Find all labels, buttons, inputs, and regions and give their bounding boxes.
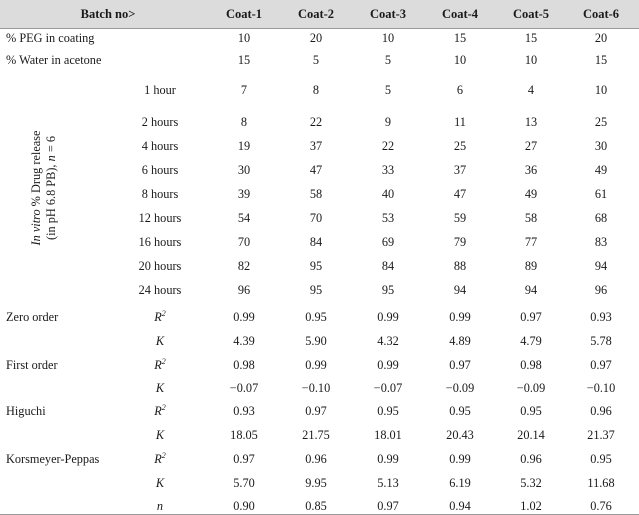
model-cell: 0.97 xyxy=(305,404,327,418)
model-name-zero-order: Zero order xyxy=(6,310,59,324)
peg-cell: 15 xyxy=(524,31,538,45)
release-time-label: 24 hours xyxy=(138,283,182,297)
param-symbol-letter: K xyxy=(155,334,165,348)
release-cell: 82 xyxy=(237,259,251,273)
model-cell: 0.85 xyxy=(305,499,327,513)
release-time-label: 20 hours xyxy=(138,259,182,273)
release-cell: 69 xyxy=(381,235,395,249)
batch-label: Batch no> xyxy=(80,7,136,21)
release-cell: 13 xyxy=(524,115,538,129)
release-cell: 30 xyxy=(594,139,608,153)
model-cell: 11.68 xyxy=(587,476,615,490)
model-cell: 0.99 xyxy=(377,452,399,466)
model-cell: 0.96 xyxy=(305,452,327,466)
peg-cell: 20 xyxy=(309,31,323,45)
model-cell: 0.96 xyxy=(520,452,542,466)
param-superscript: 2 xyxy=(161,356,166,366)
column-header-coat-1: Coat-1 xyxy=(225,7,263,21)
model-cell: 5.13 xyxy=(377,476,399,490)
model-cell: −0.10 xyxy=(301,381,331,395)
header-divider xyxy=(0,28,639,29)
model-name-korsmeyer-peppas: Korsmeyer-Peppas xyxy=(6,452,100,466)
model-name-first-order: First order xyxy=(6,358,58,372)
model-cell: 0.98 xyxy=(233,358,255,372)
release-cell: 89 xyxy=(524,259,538,273)
model-cell: 4.32 xyxy=(377,334,399,348)
model-cell: 0.95 xyxy=(305,310,327,324)
in-vitro-text: In vitro xyxy=(29,209,43,246)
model-cell: 0.99 xyxy=(233,310,255,324)
param-symbol xyxy=(156,334,164,348)
n-symbol: n xyxy=(44,155,58,162)
water-cell: 15 xyxy=(594,53,608,67)
release-cell: 94 xyxy=(524,283,538,297)
release-time-label: 12 hours xyxy=(138,211,182,225)
model-cell: 0.99 xyxy=(377,358,399,372)
water-cell: 10 xyxy=(524,53,538,67)
release-time-label: 8 hours xyxy=(141,187,179,201)
model-cell: 0.99 xyxy=(377,310,399,324)
model-cell: 21.37 xyxy=(587,428,615,442)
release-cell: 54 xyxy=(237,211,251,225)
release-cell: 19 xyxy=(237,139,251,153)
model-cell: 0.95 xyxy=(377,404,399,418)
model-cell: 0.94 xyxy=(449,499,471,513)
release-cell: 53 xyxy=(381,211,395,225)
model-cell: 0.95 xyxy=(520,404,542,418)
release-cell: 39 xyxy=(237,187,251,201)
param-symbol-letter: R xyxy=(154,404,162,418)
param-superscript: 2 xyxy=(161,450,166,460)
model-cell: 0.97 xyxy=(590,358,612,372)
water-cell: 5 xyxy=(312,53,320,67)
param-symbol-letter: n xyxy=(156,499,164,513)
model-cell: 18.01 xyxy=(374,428,402,442)
release-cell: 61 xyxy=(594,187,608,201)
release-cell: 95 xyxy=(381,283,395,297)
model-cell: 1.02 xyxy=(520,499,542,513)
model-cell: 0.98 xyxy=(520,358,542,372)
param-symbol xyxy=(157,499,163,513)
release-cell: 37 xyxy=(453,163,467,177)
release-time-label: 1 hour xyxy=(144,83,176,97)
release-cell: 49 xyxy=(524,187,538,201)
model-name-higuchi: Higuchi xyxy=(6,404,46,418)
column-header-coat-2: Coat-2 xyxy=(297,7,335,21)
model-cell: 4.79 xyxy=(520,334,542,348)
model-cell: 0.95 xyxy=(590,452,612,466)
release-cell: 58 xyxy=(309,187,323,201)
release-cell: 37 xyxy=(309,139,323,153)
release-cell: 70 xyxy=(309,211,323,225)
model-cell: 0.76 xyxy=(590,499,612,513)
model-cell: 4.89 xyxy=(449,334,471,348)
model-cell: 0.93 xyxy=(590,310,612,324)
model-cell: 18.05 xyxy=(230,428,258,442)
release-cell: 70 xyxy=(237,235,251,249)
model-cell: 5.32 xyxy=(520,476,542,490)
param-symbol-letter: R xyxy=(154,452,162,466)
release-cell: 84 xyxy=(381,259,395,273)
model-cell: 0.90 xyxy=(233,499,255,513)
model-cell: 0.96 xyxy=(590,404,612,418)
param-symbol xyxy=(154,358,166,372)
peg-cell: 15 xyxy=(453,31,467,45)
model-cell: 0.95 xyxy=(449,404,471,418)
model-cell: −0.09 xyxy=(516,381,546,395)
model-cell: 5.90 xyxy=(305,334,327,348)
model-cell: 0.99 xyxy=(449,452,471,466)
release-cell: 10 xyxy=(594,83,608,97)
column-header-coat-3: Coat-3 xyxy=(369,7,407,21)
peg-cell: 10 xyxy=(237,31,251,45)
release-cell: 8 xyxy=(312,83,320,97)
model-cell: 20.14 xyxy=(517,428,545,442)
release-cell: 25 xyxy=(594,115,608,129)
param-symbol xyxy=(154,452,166,466)
drug-release-text: % Drug release xyxy=(29,130,43,210)
release-cell: 25 xyxy=(453,139,467,153)
release-cell: 9 xyxy=(384,115,392,129)
release-cell: 33 xyxy=(381,163,395,177)
release-time-label: 2 hours xyxy=(141,115,179,129)
release-cell: 22 xyxy=(309,115,323,129)
model-cell: −0.07 xyxy=(229,381,259,395)
param-symbol-letter: R xyxy=(154,358,162,372)
param-symbol xyxy=(156,428,164,442)
release-cell: 7 xyxy=(240,83,248,97)
release-cell: 95 xyxy=(309,259,323,273)
release-cell: 49 xyxy=(594,163,608,177)
model-cell: 5.78 xyxy=(590,334,612,348)
param-symbol xyxy=(154,310,166,324)
n-value-text: = 6 xyxy=(44,136,58,156)
ph-text: (in pH 6.8 PB), xyxy=(44,161,58,240)
release-cell: 47 xyxy=(309,163,323,177)
release-cell: 59 xyxy=(453,211,467,225)
row-label-peg: % PEG in coating xyxy=(6,31,95,45)
release-cell: 11 xyxy=(454,115,466,129)
release-cell: 58 xyxy=(524,211,538,225)
release-cell: 95 xyxy=(309,283,323,297)
release-cell: 88 xyxy=(453,259,467,273)
model-cell: 0.99 xyxy=(305,358,327,372)
release-cell: 79 xyxy=(453,235,467,249)
release-cell: 83 xyxy=(594,235,608,249)
release-time-label: 16 hours xyxy=(138,235,182,249)
model-cell: −0.09 xyxy=(445,381,475,395)
peg-cell: 10 xyxy=(381,31,395,45)
model-cell: 21.75 xyxy=(302,428,330,442)
param-superscript: 2 xyxy=(161,308,166,318)
model-cell: 9.95 xyxy=(305,476,327,490)
column-header-coat-5: Coat-5 xyxy=(512,7,550,21)
param-symbol-letter: K xyxy=(155,428,165,442)
release-cell: 94 xyxy=(453,283,467,297)
model-cell: 20.43 xyxy=(446,428,474,442)
model-cell: 0.97 xyxy=(377,499,399,513)
param-symbol-letter: K xyxy=(155,476,165,490)
model-cell: 5.70 xyxy=(233,476,255,490)
param-superscript: 2 xyxy=(161,402,166,412)
release-cell: 27 xyxy=(524,139,538,153)
model-cell: 0.97 xyxy=(233,452,255,466)
release-cell: 47 xyxy=(453,187,467,201)
model-cell: 0.93 xyxy=(233,404,255,418)
water-cell: 5 xyxy=(384,53,392,67)
release-cell: 6 xyxy=(456,83,464,97)
release-cell: 96 xyxy=(237,283,251,297)
column-header-coat-4: Coat-4 xyxy=(441,7,479,21)
model-cell: 0.97 xyxy=(520,310,542,324)
release-cell: 4 xyxy=(527,83,535,97)
column-header-coat-6: Coat-6 xyxy=(582,7,620,21)
release-time-label: 6 hours xyxy=(141,163,179,177)
model-cell: 0.99 xyxy=(449,310,471,324)
release-cell: 40 xyxy=(381,187,395,201)
release-cell: 94 xyxy=(594,259,608,273)
peg-cell: 20 xyxy=(594,31,608,45)
param-symbol xyxy=(156,476,164,490)
release-cell: 22 xyxy=(381,139,395,153)
param-symbol-letter: R xyxy=(154,310,162,324)
release-cell: 77 xyxy=(524,235,538,249)
model-cell: 4.39 xyxy=(233,334,255,348)
release-cell: 5 xyxy=(384,83,392,97)
model-cell: −0.07 xyxy=(373,381,403,395)
param-symbol-letter: K xyxy=(155,381,165,395)
row-label-water: % Water in acetone xyxy=(6,53,102,67)
model-cell: 0.97 xyxy=(449,358,471,372)
water-cell: 10 xyxy=(453,53,467,67)
param-symbol xyxy=(154,404,166,418)
release-cell: 30 xyxy=(237,163,251,177)
release-cell: 36 xyxy=(524,163,538,177)
water-cell: 15 xyxy=(237,53,251,67)
release-time-label: 4 hours xyxy=(141,139,179,153)
release-cell: 68 xyxy=(594,211,608,225)
release-cell: 8 xyxy=(240,115,248,129)
release-cell: 96 xyxy=(594,283,608,297)
param-symbol xyxy=(156,381,164,395)
release-cell: 84 xyxy=(309,235,323,249)
model-cell: −0.10 xyxy=(586,381,616,395)
model-cell: 6.19 xyxy=(449,476,471,490)
